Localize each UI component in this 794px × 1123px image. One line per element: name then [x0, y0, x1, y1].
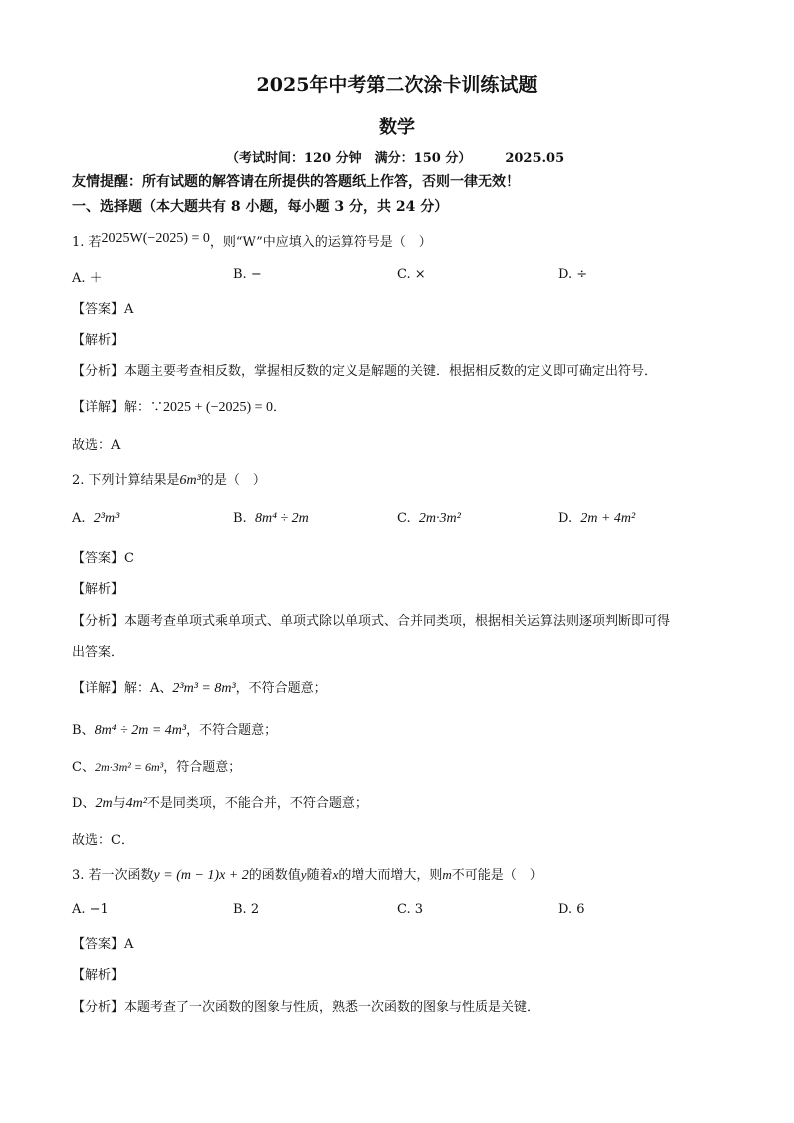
question-3-text-2: 随着 — [306, 868, 333, 883]
q2-analysis-line-2: 出答案． — [72, 645, 125, 660]
q2-detail-b-prefix: B、 — [72, 723, 95, 738]
question-2-text: 的是（ ） — [200, 473, 266, 488]
q2-detail-a-expression: 2³m³ = 8m³ — [172, 681, 236, 696]
q2-detail-b-end: ，不符合题意； — [186, 723, 278, 738]
question-1-text: ，则“W”中应填入的运算符号是（ ） — [209, 235, 432, 250]
q2-option-d — [558, 511, 635, 527]
q2-choose: 故选：C． — [72, 833, 134, 848]
exam-info — [226, 147, 564, 166]
q2-option-b-expression: 8m⁴ ÷ 2m — [254, 511, 309, 526]
notice: 友情提醒：所有试题的解答请在所提供的答题纸上作答，否则一律无效！ — [72, 174, 520, 190]
q2-option-d-label: D. — [558, 511, 573, 526]
q2-answer: 【答案】C — [72, 551, 134, 566]
question-3-text-1: 的函数值 — [248, 868, 301, 883]
q3-option-a: A. −1 — [72, 902, 109, 917]
q2-option-d-expression: 2m + 4m² — [580, 511, 636, 526]
q2-option-a — [72, 511, 119, 527]
q2-detail-a-prefix: 【详解】解：A、 — [72, 681, 173, 696]
q1-analysis-label: 【解析】 — [72, 333, 125, 348]
question-3-expression: y = (m − 1)x + 2 — [153, 868, 249, 883]
q1-analysis: 【分析】本题主要考查相反数，掌握相反数的定义是解题的关键．根据相反数的定义即可确定出符号． — [72, 364, 658, 379]
q1-option-c: C. × — [397, 267, 426, 282]
q2-analysis-label: 【解析】 — [72, 582, 125, 597]
exam-date: 2025.05 — [505, 151, 565, 166]
q3-analysis: 【分析】本题考查了一次函数的图象与性质，熟悉一次函数的图象与性质是关键． — [72, 1000, 541, 1015]
q2-detail-d-expression-2: 4m² — [125, 796, 147, 811]
q3-option-b: B. 2 — [233, 902, 260, 917]
q3-option-d: D. 6 — [558, 902, 585, 917]
q2-option-c — [397, 511, 461, 527]
exam-title: 2025年中考第二次涂卡训练试题 — [256, 74, 538, 96]
q1-detail-end: ． — [273, 400, 287, 415]
question-3-var-y: y — [300, 867, 307, 882]
q2-option-a-label: A. — [72, 511, 86, 526]
q3-answer: 【答案】A — [72, 937, 134, 952]
section-heading: 一、选择题（本大题共有 8 小题，每小题 3 分，共 24 分） — [72, 199, 449, 215]
q3-option-c: C. 3 — [397, 902, 424, 917]
q1-option-a: A. ＋ — [72, 271, 103, 286]
question-1-number: 1. 若 — [72, 235, 102, 250]
q2-detail-d — [72, 792, 368, 812]
question-2-target-expression: 6m³ — [179, 473, 201, 488]
q2-analysis-line-1: 【分析】本题考查单项式乘单项式、单项式除以单项式、合并同类项，根据相关运算法则逐项判断即可得 — [72, 614, 671, 629]
subject-title: 数学 — [379, 117, 415, 138]
q1-answer: 【答案】A — [72, 302, 134, 317]
q1-detail-label: 【详解】解：∵ — [72, 400, 164, 415]
q2-option-c-label: C. — [397, 511, 411, 526]
question-3-var-m: m — [442, 867, 452, 882]
q2-detail-d-expression-1: 2m — [95, 796, 113, 811]
q2-option-b-label: B. — [233, 511, 247, 526]
question-1-expression: 2025W(−2025) = 0 — [101, 231, 210, 246]
q2-detail-d-prefix: D、 — [72, 796, 96, 811]
q2-detail-c — [72, 756, 241, 775]
question-3 — [72, 864, 543, 884]
q2-detail-c-expression: 2m·3m² = 6m³ — [94, 760, 164, 774]
q1-detail-expression: 2025 + (−2025) = 0 — [163, 400, 274, 415]
q2-detail-d-mid: 与 — [112, 796, 126, 811]
q2-option-a-expression: 2³m³ — [93, 511, 120, 526]
question-2-number: 2. 下列计算结果是 — [72, 473, 180, 488]
question-1 — [72, 231, 432, 250]
question-3-text-3: 的增大而增大，则 — [338, 868, 443, 883]
q2-detail-a — [72, 677, 327, 697]
question-3-text-4: 不可能是（ ） — [451, 868, 543, 883]
question-3-var-x: x — [332, 867, 339, 882]
q1-choose: 故选：A — [72, 438, 121, 453]
q2-detail-c-prefix: C、 — [72, 760, 95, 775]
q3-analysis-label: 【解析】 — [72, 968, 125, 983]
question-2 — [72, 469, 266, 489]
q2-detail-d-end: 不是同类项，不能合并，不符合题意； — [146, 796, 368, 811]
q2-detail-a-end: ，不符合题意； — [235, 681, 327, 696]
q2-detail-c-end: ，符合题意； — [163, 760, 242, 775]
q2-detail-b — [72, 719, 277, 739]
q1-option-b: B. − — [233, 267, 262, 282]
exam-time-score: （考试时间：120 分钟 满分：150 分） — [226, 151, 472, 166]
q2-option-c-expression: 2m·3m² — [418, 511, 461, 526]
question-3-number: 3. 若一次函数 — [72, 868, 154, 883]
q2-detail-b-expression: 8m⁴ ÷ 2m = 4m³ — [94, 723, 187, 738]
q1-detail — [72, 396, 286, 416]
q1-option-d: D. ÷ — [558, 267, 588, 282]
q2-option-b — [233, 511, 309, 527]
